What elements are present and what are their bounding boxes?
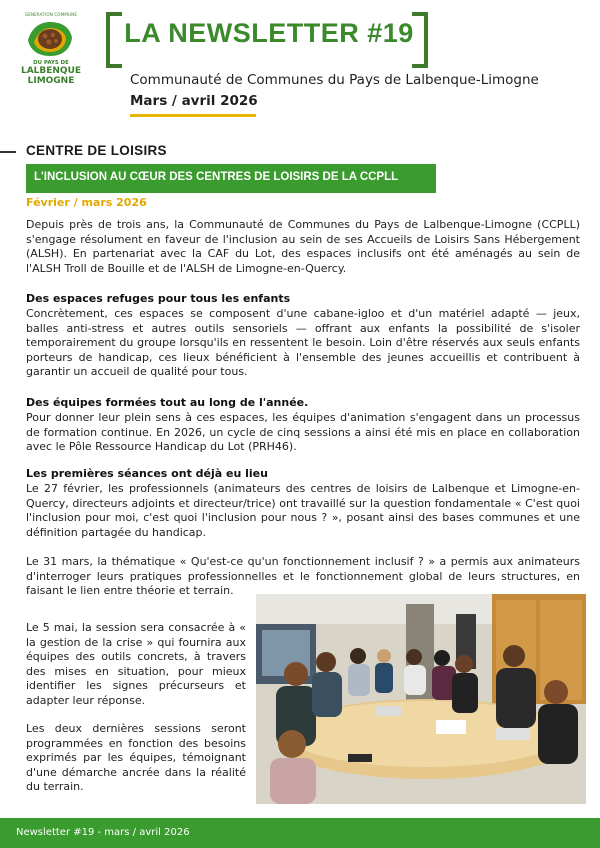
newsletter-title: LA NEWSLETTER #19 <box>124 18 414 48</box>
article-banner <box>26 164 436 193</box>
section-dash <box>0 151 16 153</box>
photo-illustration <box>256 594 586 804</box>
paragraph-equipes-formees: Pour donner leur plein sens à ces espaces, les équipes d'animation s'engagent dans un processus de formation continue. En 2026, un cycle de cinq sessions a ainsi été mis en place en collaboration avec le Pôle Ressource Handicap du Lot (PRH46). <box>26 411 580 454</box>
logo-mark <box>26 18 74 60</box>
section-title: CENTRE DE LOISIRS <box>26 143 167 158</box>
logo-tagline: GENERATION COMMUNE <box>24 12 78 17</box>
logo-name <box>20 66 82 86</box>
article-title: L'INCLUSION AU CŒUR DES CENTRES DE LOISIRS DE LA CCPLL <box>34 171 399 183</box>
issue-date: Mars / avril 2026 <box>130 93 258 109</box>
page-footer <box>0 818 600 848</box>
footer-text: Newsletter #19 - mars / avril 2026 <box>16 827 190 838</box>
heading-premieres-seances: Les premières séances ont déjà eu lieu <box>26 467 268 480</box>
heading-espaces-refuges: Des espaces refuges pour tous les enfants <box>26 292 291 305</box>
article-period: Février / mars 2026 <box>26 196 147 209</box>
logo-name-line1: LALBENQUE <box>20 66 82 76</box>
paragraph-premieres-seances: Le 27 février, les professionnels (animateurs des centres de loisirs de Lalbenque et Limogne-en-Quercy, directeurs adjoints et directeur/trice) ont travaillé sur la question fondamentale « C'est quoi l'inclusion pour moi, c'est quoi l'inclusion pour nous ? », posant ainsi des bases communes et une définition partagée du handicap. <box>26 482 580 539</box>
paragraph-espaces-refuges: Concrètement, ces espaces se composent d'une cabane-igloo et d'un matériel adapté — jeux, balles anti-stress et autres outils sensoriels — offrant aux enfants la possibilité de s'isoler temporairement du groupe lorsqu'ils en ressentent le besoin. Loin d'être réservés aux seuls enfants porteurs de handicap, ces lieux bénéficient à l'ensemble des jeunes accueillis et contribuent à garantir un accueil de qualité pour tous. <box>26 307 580 379</box>
paragraph-5-mai: Le 5 mai, la session sera consacrée à « la gestion de la crise » qui fournira aux équipes des outils concrets, à travers des mises en situation, pour mieux identifier les signes précurseurs et adapter leur réponse. <box>26 621 246 707</box>
logo-name-line2: LIMOGNE <box>27 76 75 86</box>
title-bracket-left <box>106 12 122 68</box>
date-underline <box>130 114 256 117</box>
intro-paragraph: Depuis près de trois ans, la Communauté de Communes du Pays de Lalbenque-Limogne (CCPLL) s'engage résolument en faveur de l'inclusion au sein de ses Accueils de Loisirs Sans Hébergement (ALSH). En partenariat avec la CAF du Lot, des espaces inclusifs ont été aménagés au sein de l'ALSH Troll de Bouille et de l'ALSH de Limogne-en-Quercy. <box>26 218 580 275</box>
ccpll-logo <box>20 12 82 92</box>
newsletter-subtitle: Communauté de Communes du Pays de Lalbenque-Limogne <box>130 72 539 88</box>
paragraph-31-mars: Le 31 mars, la thématique « Qu'est-ce qu'un fonctionnement inclusif ? » a permis aux animateurs d'interroger leurs pratiques professionnelles et le fonctionnement global de leurs structures, en faisant le lien entre théorie et terrain. <box>26 555 580 598</box>
title-bracket-right <box>412 12 428 68</box>
logo-small-text: DU PAYS DE <box>33 60 69 66</box>
paragraph-dernieres-sessions: Les deux dernières sessions seront programmées en fonction des besoins exprimés par les équipes, témoignant d'une démarche ancrée dans la réalité du terrain. <box>26 722 246 794</box>
heading-equipes-formees: Des équipes formées tout au long de l'année. <box>26 396 309 409</box>
training-session-photo <box>256 594 586 804</box>
